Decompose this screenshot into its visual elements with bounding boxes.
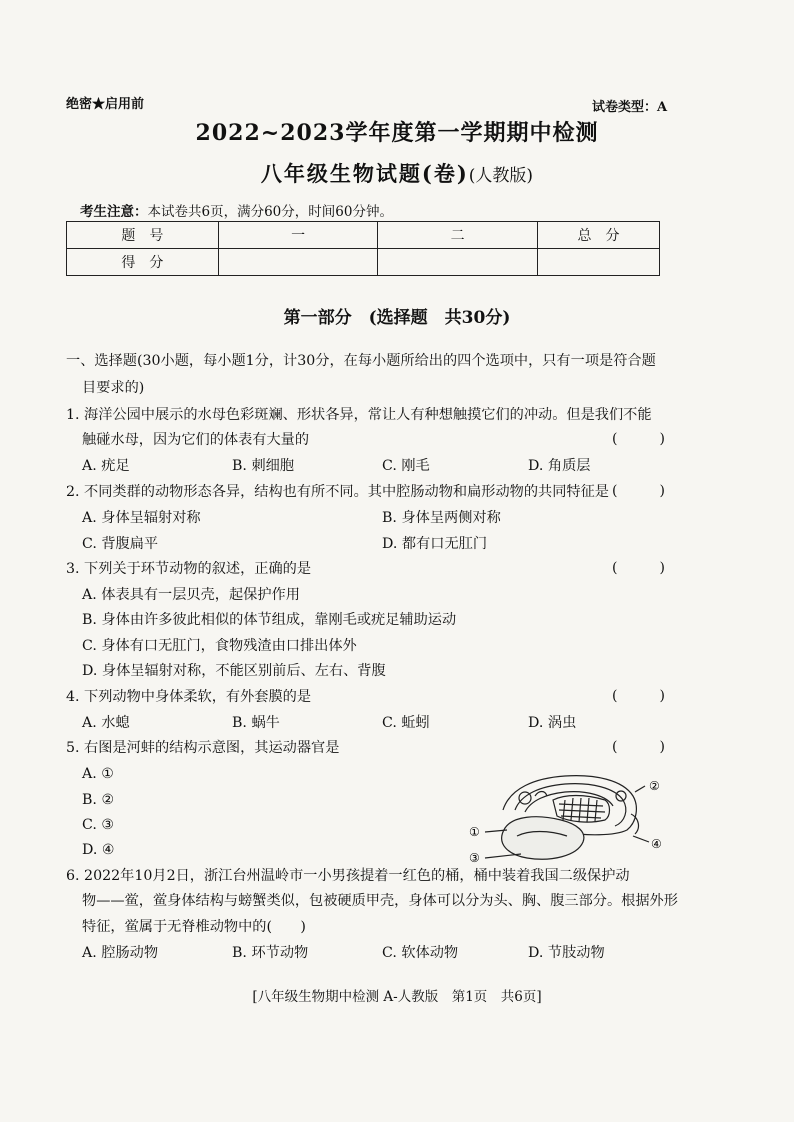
q2-option-a: A. 身体呈辐射对称 [82,510,201,526]
score-cell-part1[interactable] [218,249,378,276]
score-header-part2: 二 [378,222,538,249]
q5-stem: 5. 右图是河蚌的结构示意图，其运动器官是 [66,740,340,756]
q4-option-a: A. 水螅 [82,715,130,731]
q3-answer-bracket[interactable]: ( ) [612,560,665,576]
q3-option-b: B. 身体由许多彼此相似的体节组成，靠刚毛或疣足辅助运动 [82,612,457,628]
q6-option-d: D. 节肢动物 [528,945,605,961]
q6-stem-line2: 物——鲎，鲎身体结构与螃蟹类似，包被硬质甲壳，身体可以分为头、胸、腹三部分。根据外形 [82,893,678,909]
q3-option-d: D. 身体呈辐射对称，不能区别前后、左右、背腹 [82,663,386,679]
q1-option-d: D. 角质层 [528,458,591,474]
figure-label-1: ① [469,825,480,839]
exam-subtitle [0,158,794,188]
notice-text: 本试卷共6页，满分60分，时间60分钟。 [147,204,393,220]
score-header-total: 总 分 [537,222,659,249]
score-cell-part2[interactable] [378,249,538,276]
q3-stem: 3. 下列关于环节动物的叙述，正确的是 [66,561,312,577]
q4-option-c: C. 蚯蚓 [382,715,430,731]
q6-option-a: A. 腔肠动物 [82,945,159,961]
q5-option-a: A. ① [82,766,114,782]
q1-option-b: B. 刺细胞 [232,458,295,474]
q3-option-a: A. 体表具有一层贝壳，起保护作用 [82,587,300,603]
subtitle-main: 八年级生物试题(卷) [260,161,469,186]
score-header-row [67,222,660,249]
q2-option-b: B. 身体呈两侧对称 [382,510,501,526]
q4-stem: 4. 下列动物中身体柔软，有外套膜的是 [66,689,312,705]
q2-stem: 2. 不同类群的动物形态各异，结构也有所不同。其中腔肠动物和扁形动物的共同特征是 [66,484,609,500]
q2-option-d: D. 都有口无肛门 [382,536,488,552]
q1-answer-bracket[interactable]: ( ) [612,431,665,447]
figure-label-3: ③ [469,851,480,865]
exam-notice [80,200,393,220]
score-cell-total[interactable] [537,249,659,276]
q1-option-c: C. 刚毛 [382,458,430,474]
q3-option-c: C. 身体有口无肛门，食物残渣由口排出体外 [82,638,357,654]
score-header-label: 题 号 [67,222,219,249]
q6-option-c: C. 软体动物 [382,945,459,961]
edition-label: (人教版) [468,166,534,186]
confidential-mark: 绝密★启用前 [66,97,145,112]
q5-answer-bracket[interactable]: ( ) [612,739,665,755]
paper-type: 试卷类型：A [592,100,668,115]
q6-stem-line3: 特征，鲎属于无脊椎动物中的( ) [82,919,306,935]
q5-option-c: C. ③ [82,817,115,833]
q2-answer-bracket[interactable]: ( ) [612,483,665,499]
score-value-row [67,249,660,276]
notice-label: 考生注意： [80,204,148,220]
page-footer: [八年级生物期中检测 A-人教版 第1页 共6页] [252,989,542,1005]
q1-stem-line1: 1. 海洋公园中展示的水母色彩斑斓、形状各异，常让人有种想触摸它们的冲动。但是我们不能 [66,407,652,423]
q4-option-d: D. 涡虫 [528,715,577,731]
q5-option-b: B. ② [82,792,115,808]
q4-answer-bracket[interactable]: ( ) [612,688,665,704]
q1-option-a: A. 疣足 [82,458,130,474]
section-instruction-line1: 一、选择题(30小题，每小题1分，计30分，在每小题所给出的四个选项中，只有一项是符合题 [66,353,656,369]
figure-label-4: ④ [651,837,662,851]
q1-stem-line2: 触碰水母，因为它们的体表有大量的 [82,432,310,448]
exam-title: 2022~2023学年度第一学期期中检测 [195,120,599,146]
q2-option-c: C. 背腹扁平 [82,536,159,552]
figure-label-2: ② [649,779,660,793]
mussel-structure-figure [465,770,675,866]
score-header-part1: 一 [218,222,378,249]
score-row-label: 得 分 [67,249,219,276]
q4-option-b: B. 蜗牛 [232,715,280,731]
part-heading: 第一部分 (选择题 共30分) [283,308,511,328]
q5-option-d: D. ④ [82,842,115,858]
q6-stem-line1: 6. 2022年10月2日，浙江台州温岭市一小男孩提着一红色的桶，桶中装着我国二级保护动 [66,868,630,884]
section-instruction-line2: 目要求的) [82,380,145,396]
score-table [66,221,660,276]
q6-option-b: B. 环节动物 [232,945,309,961]
